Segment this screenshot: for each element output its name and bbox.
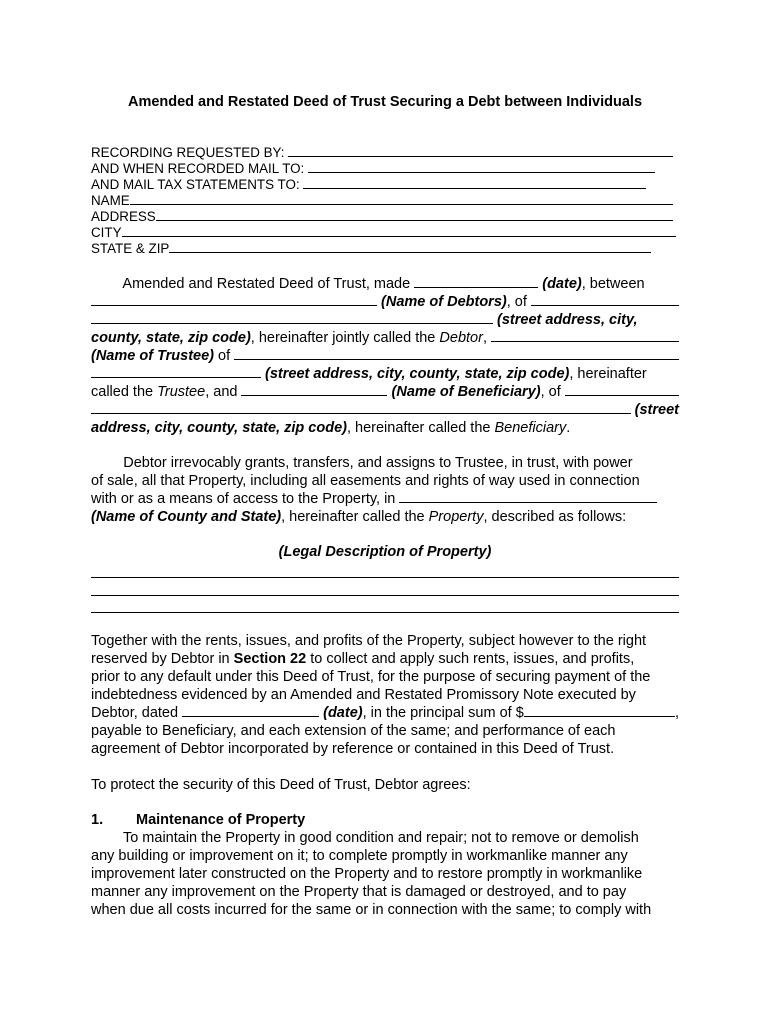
- text: reserved by Debtor in: [91, 651, 234, 667]
- text: (street: [630, 402, 679, 418]
- beneficiary-address-field[interactable]: [565, 383, 679, 396]
- text: , in the principal sum of $: [362, 705, 524, 721]
- para2-line: of sale, all that Property, including all easements and rights of way used in connection: [91, 473, 640, 489]
- text: (Name of Debtors): [377, 294, 507, 310]
- text: , between: [581, 276, 645, 292]
- trustee-name-field[interactable]: [491, 329, 679, 342]
- para1-line: [91, 329, 679, 347]
- para1-line: [91, 383, 679, 401]
- text: Amended and Restated Deed of Trust, made: [91, 276, 415, 292]
- document-title: Amended and Restated Deed of Trust Securing a Debt between Individuals: [127, 94, 643, 110]
- beneficiary-address-field-cont[interactable]: [91, 401, 631, 414]
- trustee-address-field[interactable]: [234, 347, 679, 360]
- label: ADDRESS: [91, 209, 156, 224]
- section1-line: improvement later constructed on the Property and to restore promptly in workmanlike: [91, 866, 643, 882]
- tax-statements-line: [91, 176, 646, 193]
- text: , of: [506, 294, 531, 310]
- city-field[interactable]: [122, 224, 676, 237]
- text: Property: [428, 509, 484, 525]
- para2-line: [91, 508, 679, 526]
- legal-description-line[interactable]: [91, 612, 679, 613]
- para1-line: [91, 293, 679, 311]
- text: Debtor, dated: [91, 705, 183, 721]
- trustee-address-field-cont[interactable]: [91, 365, 261, 378]
- para3-line: Together with the rents, issues, and profits of the Property, subject however to the right: [91, 633, 647, 649]
- label: AND MAIL TAX STATEMENTS TO:: [91, 177, 304, 192]
- text: ,: [674, 705, 679, 721]
- label: RECORDING REQUESTED BY:: [91, 145, 289, 160]
- section1-line: manner any improvement on the Property that is damaged or destroyed, and to pay: [91, 884, 627, 900]
- label: NAME: [91, 193, 130, 208]
- debtors-name-field[interactable]: [91, 293, 377, 306]
- legal-description-heading: (Legal Description of Property): [278, 544, 492, 560]
- text: (Name of County and State): [91, 509, 282, 525]
- city-line: [91, 224, 676, 241]
- para3-line: indebtedness evidenced by an Amended and Restated Promissory Note executed by: [91, 687, 636, 703]
- para3-line: agreement of Debtor incorporated by reference or contained in this Deed of Trust.: [91, 741, 615, 757]
- text: of: [214, 348, 235, 364]
- para3-line: payable to Beneficiary, and each extension of the same; and performance of each: [91, 723, 616, 739]
- principal-sum-field[interactable]: [524, 704, 675, 717]
- text: with or as a means of access to the Property, in: [91, 491, 400, 507]
- text: Debtor: [439, 330, 483, 346]
- text: , hereinafter called the: [346, 420, 495, 436]
- para2-line: Debtor irrevocably grants, transfers, and assigns to Trustee, in trust, with power: [91, 455, 633, 471]
- text: (Name of Trustee): [91, 348, 215, 364]
- tax-statements-field[interactable]: [303, 176, 646, 189]
- legal-description-line[interactable]: [91, 595, 679, 596]
- text: (date): [538, 276, 582, 292]
- beneficiary-name-field[interactable]: [241, 383, 387, 396]
- section1-line: To maintain the Property in good condition and repair; not to remove or demolish: [91, 830, 639, 846]
- text: (date): [319, 705, 363, 721]
- label: AND WHEN RECORDED MAIL TO:: [91, 161, 309, 176]
- name-field[interactable]: [130, 192, 673, 205]
- label: CITY: [91, 225, 122, 240]
- date-field[interactable]: [414, 275, 538, 288]
- debtors-address-field-cont[interactable]: [91, 311, 493, 324]
- address-line: [91, 208, 673, 225]
- para1-line: [91, 419, 679, 437]
- para1-line: [91, 275, 679, 293]
- section-number: 1.: [91, 812, 104, 828]
- state-zip-field[interactable]: [169, 240, 651, 253]
- name-line: [91, 192, 673, 209]
- text: , hereinafter called the: [281, 509, 429, 525]
- para3-line: prior to any default under this Deed of Trust, for the purpose of securing payment of the: [91, 669, 651, 685]
- debtors-address-field[interactable]: [531, 293, 679, 306]
- mail-to-line: [91, 160, 655, 177]
- text: Beneficiary: [494, 420, 567, 436]
- label: STATE & ZIP: [91, 241, 170, 256]
- recording-requested-by-field[interactable]: [288, 144, 673, 157]
- address-field[interactable]: [156, 208, 673, 221]
- mail-to-field[interactable]: [308, 160, 655, 173]
- text: , hereinafter: [569, 366, 647, 382]
- text: , described as follows:: [483, 509, 627, 525]
- text: .: [566, 420, 571, 436]
- note-date-field[interactable]: [182, 704, 319, 717]
- text: address, city, county, state, zip code): [91, 420, 347, 436]
- text: ,: [482, 330, 491, 346]
- legal-description-line[interactable]: [91, 577, 679, 578]
- para1-line: [91, 347, 679, 365]
- section1-line: any building or improvement on it; to complete promptly in workmanlike manner any: [91, 848, 628, 864]
- text: Trustee: [157, 384, 206, 400]
- text: (Name of Beneficiary): [387, 384, 541, 400]
- para3-line: [91, 650, 679, 668]
- text: county, state, zip code): [91, 330, 251, 346]
- text: (street address, city,: [493, 312, 638, 328]
- para1-line: [91, 311, 679, 329]
- protect-line: To protect the security of this Deed of Trust, Debtor agrees:: [91, 777, 471, 793]
- recording-requested-by-line: [91, 144, 673, 161]
- state-zip-line: [91, 240, 651, 257]
- text: , hereinafter jointly called the: [250, 330, 440, 346]
- para3-line: [91, 704, 679, 722]
- text: , of: [540, 384, 565, 400]
- text: , and: [205, 384, 242, 400]
- county-state-field[interactable]: [399, 490, 657, 503]
- section-title: Maintenance of Property: [136, 812, 306, 828]
- para1-line: [91, 401, 679, 419]
- para2-line: [91, 490, 679, 508]
- text: (street address, city, county, state, zip code): [261, 366, 570, 382]
- para1-line: [91, 365, 679, 383]
- section-1-heading: [91, 811, 679, 829]
- section-reference: Section 22: [233, 651, 307, 667]
- text: called the: [91, 384, 158, 400]
- section1-line: when due all costs incurred for the same or in connection with the same; to comply with: [91, 902, 652, 918]
- text: to collect and apply such rents, issues, and profits,: [306, 651, 635, 667]
